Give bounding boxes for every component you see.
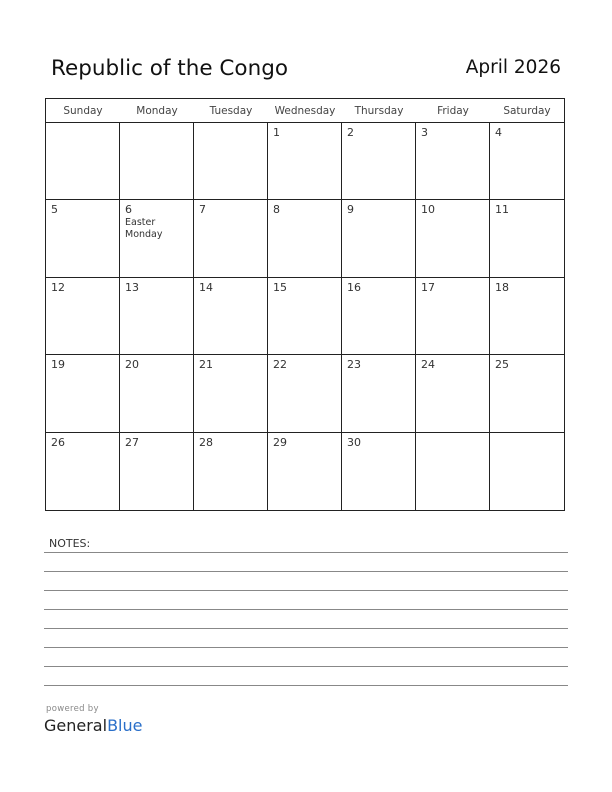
day-cell <box>342 433 416 510</box>
generalblue-logo <box>44 716 142 735</box>
day-number: 28 <box>199 435 213 449</box>
brand-name-part1: General <box>44 716 108 735</box>
notes-line <box>44 552 568 553</box>
day-cell <box>342 200 416 277</box>
day-cell <box>120 433 194 510</box>
notes-line <box>44 628 568 629</box>
day-number: 20 <box>125 358 139 372</box>
day-number: 17 <box>421 280 435 294</box>
day-number: 4 <box>495 126 502 139</box>
day-cell <box>46 433 120 510</box>
day-cell <box>490 355 564 432</box>
day-number: 27 <box>125 435 139 449</box>
day-number: 23 <box>347 358 361 372</box>
day-number: 15 <box>273 280 287 294</box>
weekday-header: Sunday <box>46 99 120 123</box>
notes-line <box>44 571 568 572</box>
day-number: 3 <box>421 126 428 139</box>
day-number: 14 <box>199 280 213 294</box>
day-number: 21 <box>199 358 213 372</box>
day-cell <box>268 355 342 432</box>
day-cell <box>194 278 268 355</box>
day-number: 13 <box>125 280 139 294</box>
day-cell <box>268 278 342 355</box>
day-cell <box>490 433 564 510</box>
notes-line <box>44 590 568 591</box>
day-cell <box>46 200 120 277</box>
day-cell <box>416 278 490 355</box>
day-cell <box>342 278 416 355</box>
day-number: 19 <box>51 358 65 372</box>
notes-line <box>44 609 568 610</box>
notes-line <box>44 666 568 667</box>
day-cell <box>46 355 120 432</box>
day-cell <box>268 433 342 510</box>
day-cell <box>268 123 342 200</box>
day-cell <box>490 123 564 200</box>
day-number: 24 <box>421 358 435 372</box>
day-cell <box>120 200 194 277</box>
day-number: 10 <box>421 203 435 217</box>
weekday-header: Wednesday <box>268 99 342 123</box>
day-cell <box>416 433 490 510</box>
day-cell <box>342 123 416 200</box>
day-cell <box>416 355 490 432</box>
day-cell <box>194 200 268 277</box>
day-cell <box>120 278 194 355</box>
weekday-header: Friday <box>416 99 490 123</box>
day-number: 18 <box>495 280 509 294</box>
powered-by-text: powered by <box>46 704 99 714</box>
day-cell <box>120 123 194 200</box>
day-cell <box>490 200 564 277</box>
day-cell <box>416 200 490 277</box>
day-cell <box>194 433 268 510</box>
day-cell <box>46 278 120 355</box>
day-number: 2 <box>347 126 354 139</box>
day-number: 11 <box>495 203 509 217</box>
calendar-country-title: Republic of the Congo <box>51 56 288 81</box>
day-number: 8 <box>273 203 280 217</box>
notes-line <box>44 647 568 648</box>
day-cell <box>342 355 416 432</box>
weekday-header: Thursday <box>342 99 416 123</box>
holiday-label: Easter Monday <box>125 217 163 241</box>
notes-title: NOTES: <box>49 537 91 550</box>
day-cell <box>120 355 194 432</box>
notes-line <box>44 685 568 686</box>
day-number: 7 <box>199 203 206 217</box>
weekday-header: Monday <box>120 99 194 123</box>
day-cell <box>46 123 120 200</box>
day-number: 6 <box>125 203 132 217</box>
day-number: 30 <box>347 435 361 449</box>
calendar-month-title: April 2026 <box>465 57 561 78</box>
day-cell <box>416 123 490 200</box>
brand-name-part2: Blue <box>107 716 143 735</box>
day-cell <box>490 278 564 355</box>
day-cell <box>268 200 342 277</box>
day-number: 16 <box>347 280 361 294</box>
day-number: 29 <box>273 435 287 449</box>
day-number: 26 <box>51 435 65 449</box>
weekday-header: Tuesday <box>194 99 268 123</box>
day-cell <box>194 355 268 432</box>
weekday-header: Saturday <box>490 99 564 123</box>
calendar-grid <box>45 98 565 511</box>
day-number: 1 <box>273 126 280 139</box>
day-number: 25 <box>495 358 509 372</box>
day-number: 22 <box>273 358 287 372</box>
day-number: 12 <box>51 280 65 294</box>
day-cell <box>194 123 268 200</box>
day-number: 5 <box>51 203 58 217</box>
day-number: 9 <box>347 203 354 217</box>
